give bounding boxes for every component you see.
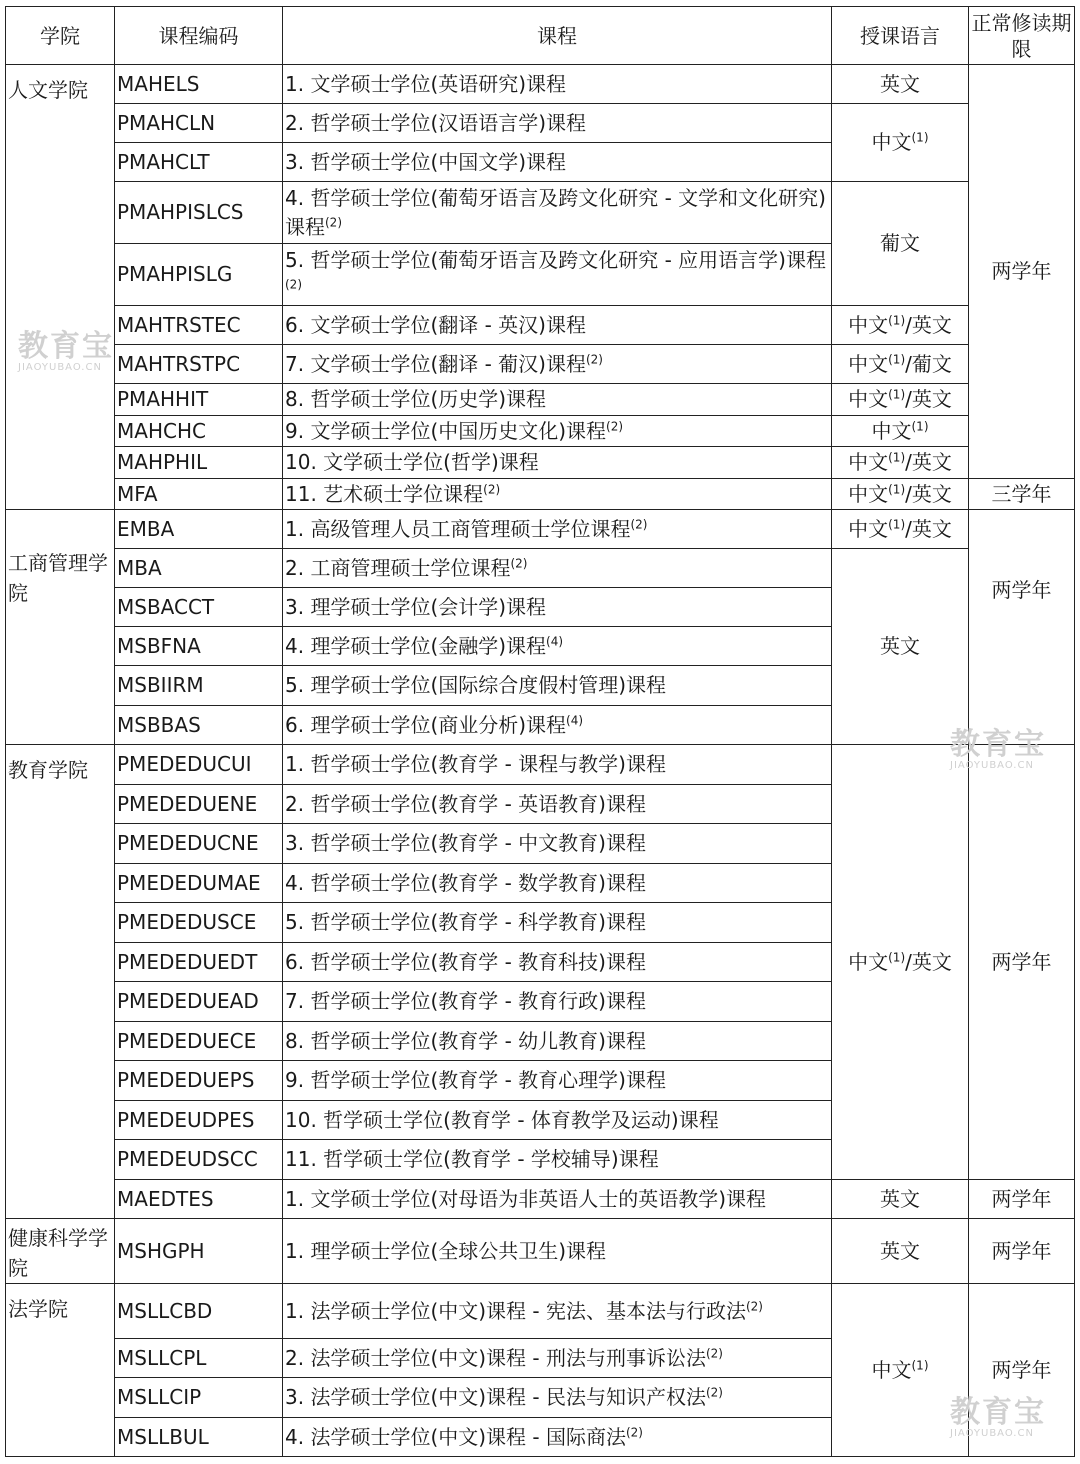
course-name xyxy=(283,785,832,824)
course-name xyxy=(283,65,832,104)
course-title: 7. 文学硕士学位(翻译 - 葡汉)课程 xyxy=(285,351,586,376)
language-cell xyxy=(832,345,969,384)
course-name xyxy=(283,1140,832,1180)
course-code: PMEDEDUSCE xyxy=(115,903,283,943)
table-row xyxy=(6,416,1075,447)
language-cell xyxy=(832,510,969,549)
footnote-marker: (1) xyxy=(888,516,906,531)
course-code: PMEDEDUCUI xyxy=(115,745,283,785)
course-code: PMEDEDUENE xyxy=(115,785,283,824)
course-title: 3. 哲学硕士学位(教育学 - 中文教育)课程 xyxy=(285,831,646,855)
course-code: PMAHPISLCS xyxy=(115,182,283,244)
course-name xyxy=(283,1061,832,1101)
course-title: 11. 哲学硕士学位(教育学 - 学校辅导)课程 xyxy=(285,1147,659,1171)
footnote-marker: (2) xyxy=(630,516,648,531)
faculty-education: 教育学院 xyxy=(6,745,115,1219)
header-course: 课程 xyxy=(283,7,832,65)
language-cell xyxy=(832,306,969,345)
language-text: /英文 xyxy=(905,949,952,974)
header-row xyxy=(6,7,1075,65)
watermark xyxy=(950,727,1046,772)
duration-cell: 两学年 xyxy=(969,65,1075,479)
duration-cell: 三学年 xyxy=(969,479,1075,510)
language-cell xyxy=(832,1284,969,1457)
course-title: 6. 理学硕士学位(商业分析)课程 xyxy=(285,712,567,737)
footnote-marker: (1) xyxy=(888,312,906,327)
course-name xyxy=(283,903,832,943)
duration-cell: 两学年 xyxy=(969,510,1075,745)
course-code: PMAHCLT xyxy=(115,143,283,182)
course-title: 6. 哲学硕士学位(教育学 - 教育科技)课程 xyxy=(285,949,646,974)
language-text: /英文 xyxy=(905,450,952,474)
course-name xyxy=(283,104,832,143)
footnote-marker: (2) xyxy=(606,418,624,433)
course-name xyxy=(283,864,832,903)
course-name xyxy=(283,479,832,510)
table-row xyxy=(6,182,1075,244)
footnote-marker: (2) xyxy=(483,481,501,496)
course-title: 2. 法学硕士学位(中文)课程 - 刑法与刑事诉讼法 xyxy=(285,1345,706,1370)
language-text: /英文 xyxy=(905,516,952,541)
watermark-sub: JIAOYUBAO.CN xyxy=(18,362,102,373)
header-duration: 正常修读期限 xyxy=(969,7,1075,65)
table-row xyxy=(6,1219,1075,1284)
course-title: 3. 法学硕士学位(中文)课程 - 民法与知识产权法 xyxy=(285,1385,706,1409)
course-title: 1. 文学硕士学位(对母语为非英语人士的英语教学)课程 xyxy=(285,1186,767,1211)
language-text: /葡文 xyxy=(905,351,952,376)
table-row xyxy=(6,1284,1075,1339)
footnote-marker: (1) xyxy=(911,1357,929,1372)
course-title: 4. 理学硕士学位(金融学)课程 xyxy=(285,633,547,658)
course-code: MSBACCT xyxy=(115,588,283,627)
course-code: MSHGPH xyxy=(115,1219,283,1284)
course-code: PMEDEDUMAE xyxy=(115,864,283,903)
course-code: PMEDEDUEDT xyxy=(115,943,283,982)
course-name xyxy=(283,1284,832,1339)
language-cell xyxy=(832,104,969,182)
footnote-marker: (2) xyxy=(585,351,603,366)
header-language: 授课语言 xyxy=(832,7,969,65)
course-name xyxy=(283,1418,832,1457)
course-name xyxy=(283,1219,832,1284)
language-text: 中文 xyxy=(848,516,889,541)
course-code: MSBBAS xyxy=(115,706,283,745)
language-cell: 英文 xyxy=(832,65,969,104)
course-code: MAHPHIL xyxy=(115,447,283,479)
watermark-main: 教育宝 xyxy=(18,329,114,364)
footnote-marker: (1) xyxy=(888,351,906,366)
footnote-marker: (1) xyxy=(888,949,906,964)
course-name xyxy=(283,1101,832,1140)
language-text: 中文 xyxy=(848,949,889,974)
course-name xyxy=(283,666,832,706)
duration-cell: 两学年 xyxy=(969,745,1075,1180)
course-name xyxy=(283,706,832,745)
language-cell xyxy=(832,384,969,416)
course-code: MBA xyxy=(115,549,283,588)
footnote-marker: (2) xyxy=(625,1424,643,1439)
course-code: PMEDEDUEPS xyxy=(115,1061,283,1101)
course-title: 6. 文学硕士学位(翻译 - 英汉)课程 xyxy=(285,312,586,337)
footnote-marker: (1) xyxy=(888,387,906,402)
table-row xyxy=(6,306,1075,345)
course-code: PMEDEDUEAD xyxy=(115,982,283,1022)
watermark-sub: JIAOYUBAO.CN xyxy=(950,760,1034,771)
course-title: 1. 高级管理人员工商管理硕士学位课程 xyxy=(285,516,631,541)
course-name xyxy=(283,182,832,244)
watermark xyxy=(950,1395,1046,1440)
course-title: 1. 文学硕士学位(英语研究)课程 xyxy=(285,71,567,96)
language-text: /英文 xyxy=(905,387,952,411)
course-code: MSLLCIP xyxy=(115,1378,283,1418)
language-cell: 英文 xyxy=(832,549,969,745)
course-code: MSLLCPL xyxy=(115,1339,283,1378)
course-title: 7. 哲学硕士学位(教育学 - 教育行政)课程 xyxy=(285,989,646,1013)
table-row xyxy=(6,745,1075,785)
table-row xyxy=(6,1180,1075,1219)
course-code: MSBFNA xyxy=(115,627,283,666)
course-name xyxy=(283,1022,832,1061)
course-title: 1. 理学硕士学位(全球公共卫生)课程 xyxy=(285,1238,607,1263)
language-cell xyxy=(832,416,969,447)
table-row xyxy=(6,104,1075,143)
course-name xyxy=(283,143,832,182)
duration-cell: 两学年 xyxy=(969,1219,1075,1284)
language-cell: 英文 xyxy=(832,1219,969,1284)
language-text: 中文 xyxy=(848,481,889,506)
course-title: 2. 哲学硕士学位(教育学 - 英语教育)课程 xyxy=(285,791,646,816)
course-name xyxy=(283,244,832,306)
course-code: MAEDTES xyxy=(115,1180,283,1219)
footnote-marker: (1) xyxy=(911,130,929,145)
course-code: MAHTRSTEC xyxy=(115,306,283,345)
table-row xyxy=(6,510,1075,549)
course-title: 4. 哲学硕士学位(教育学 - 数学教育)课程 xyxy=(285,870,646,895)
table-row xyxy=(6,549,1075,588)
course-title: 1. 法学硕士学位(中文)课程 - 宪法、基本法与行政法 xyxy=(285,1298,746,1323)
language-text: /英文 xyxy=(905,312,952,337)
course-name xyxy=(283,1180,832,1219)
course-title: 8. 哲学硕士学位(历史学)课程 xyxy=(285,387,547,411)
footnote-marker: (2) xyxy=(510,555,528,570)
course-code: MAHCHC xyxy=(115,416,283,447)
language-text: /英文 xyxy=(905,481,952,506)
watermark-main: 教育宝 xyxy=(950,727,1046,762)
course-title: 8. 哲学硕士学位(教育学 - 幼儿教育)课程 xyxy=(285,1028,646,1053)
footnote-marker: (2) xyxy=(705,1345,723,1360)
course-name xyxy=(283,345,832,384)
course-name xyxy=(283,416,832,447)
table-row xyxy=(6,345,1075,384)
watermark xyxy=(18,329,114,374)
course-name xyxy=(283,588,832,627)
table-row xyxy=(6,447,1075,479)
course-name xyxy=(283,627,832,666)
course-title: 3. 哲学硕士学位(中国文学)课程 xyxy=(285,149,567,174)
faculty-humanities: 人文学院 xyxy=(6,65,115,510)
course-code: MSLLBUL xyxy=(115,1418,283,1457)
course-name xyxy=(283,745,832,785)
course-code: PMAHCLN xyxy=(115,104,283,143)
language-text: 中文 xyxy=(871,418,912,443)
course-name xyxy=(283,1378,832,1418)
course-title: 5. 哲学硕士学位(葡萄牙语言及跨文化研究 - 应用语言学)课程 xyxy=(285,247,826,272)
footnote-marker: (1) xyxy=(888,481,906,496)
header-faculty: 学院 xyxy=(6,7,115,65)
language-cell xyxy=(832,447,969,479)
course-title: 11. 艺术硕士学位课程 xyxy=(285,481,484,506)
language-text: 中文 xyxy=(871,1357,912,1382)
language-cell xyxy=(832,745,969,1180)
language-cell: 葡文 xyxy=(832,182,969,306)
course-code: MSLLCBD xyxy=(115,1284,283,1339)
faculty-business: 工商管理学院 xyxy=(6,510,115,745)
footnote-marker: (1) xyxy=(888,450,906,465)
footnote-marker: (4) xyxy=(546,633,564,648)
course-name xyxy=(283,510,832,549)
course-title: 3. 理学硕士学位(会计学)课程 xyxy=(285,594,547,619)
footnote-marker: (2) xyxy=(745,1298,763,1313)
watermark-sub: JIAOYUBAO.CN xyxy=(950,1428,1034,1439)
footnote-marker: (1) xyxy=(911,418,929,433)
course-name xyxy=(283,306,832,345)
language-cell: 英文 xyxy=(832,1180,969,1219)
footnote-marker: (2) xyxy=(285,276,302,291)
course-title: 9. 哲学硕士学位(教育学 - 教育心理学)课程 xyxy=(285,1068,666,1092)
course-code: MAHTRSTPC xyxy=(115,345,283,384)
language-text: 中文 xyxy=(848,387,889,411)
course-code: EMBA xyxy=(115,510,283,549)
course-name xyxy=(283,1339,832,1378)
course-code: PMAHPISLG xyxy=(115,244,283,306)
faculty-law: 法学院 xyxy=(6,1284,115,1457)
course-title: 5. 理学硕士学位(国际综合度假村管理)课程 xyxy=(285,673,667,697)
footnote-marker: (4) xyxy=(566,712,584,727)
course-title: 5. 哲学硕士学位(教育学 - 科学教育)课程 xyxy=(285,910,646,934)
footnote-marker: (2) xyxy=(705,1385,723,1400)
course-title: 4. 法学硕士学位(中文)课程 - 国际商法 xyxy=(285,1424,626,1449)
language-text: 中文 xyxy=(871,130,912,154)
course-title: 2. 哲学硕士学位(汉语语言学)课程 xyxy=(285,110,587,135)
course-code: PMEDEUDPES xyxy=(115,1101,283,1140)
course-title: 9. 文学硕士学位(中国历史文化)课程 xyxy=(285,418,607,443)
course-code: PMEDEDUECE xyxy=(115,1022,283,1061)
duration-cell: 两学年 xyxy=(969,1180,1075,1219)
course-code: PMEDEUDSCC xyxy=(115,1140,283,1180)
course-title: 1. 哲学硕士学位(教育学 - 课程与教学)课程 xyxy=(285,752,666,776)
watermark-main: 教育宝 xyxy=(950,1395,1046,1430)
header-code: 课程编码 xyxy=(115,7,283,65)
course-name xyxy=(283,447,832,479)
table-row xyxy=(6,65,1075,104)
faculty-health: 健康科学学院 xyxy=(6,1219,115,1284)
course-code: MAHELS xyxy=(115,65,283,104)
course-name xyxy=(283,384,832,416)
table-row xyxy=(6,479,1075,510)
course-title: 10. 文学硕士学位(哲学)课程 xyxy=(285,450,539,474)
duration-cell: 两学年 xyxy=(969,1284,1075,1457)
language-cell xyxy=(832,479,969,510)
language-text: 中文 xyxy=(848,351,889,376)
course-title: 2. 工商管理硕士学位课程 xyxy=(285,555,511,580)
course-name xyxy=(283,982,832,1022)
course-name xyxy=(283,824,832,864)
course-code: PMEDEDUCNE xyxy=(115,824,283,864)
course-title: 10. 哲学硕士学位(教育学 - 体育教学及运动)课程 xyxy=(285,1107,719,1132)
course-code: PMAHHIT xyxy=(115,384,283,416)
language-text: 中文 xyxy=(848,450,889,474)
programme-table xyxy=(5,6,1075,1457)
course-name xyxy=(283,943,832,982)
footnote-marker: (2) xyxy=(325,214,342,229)
course-title: 4. 哲学硕士学位(葡萄牙语言及跨文化研究 - 文学和文化研究)课程 xyxy=(285,185,826,239)
table-row xyxy=(6,384,1075,416)
language-text: 中文 xyxy=(848,312,889,337)
course-name xyxy=(283,549,832,588)
course-code: MFA xyxy=(115,479,283,510)
course-code: MSBIIRM xyxy=(115,666,283,706)
